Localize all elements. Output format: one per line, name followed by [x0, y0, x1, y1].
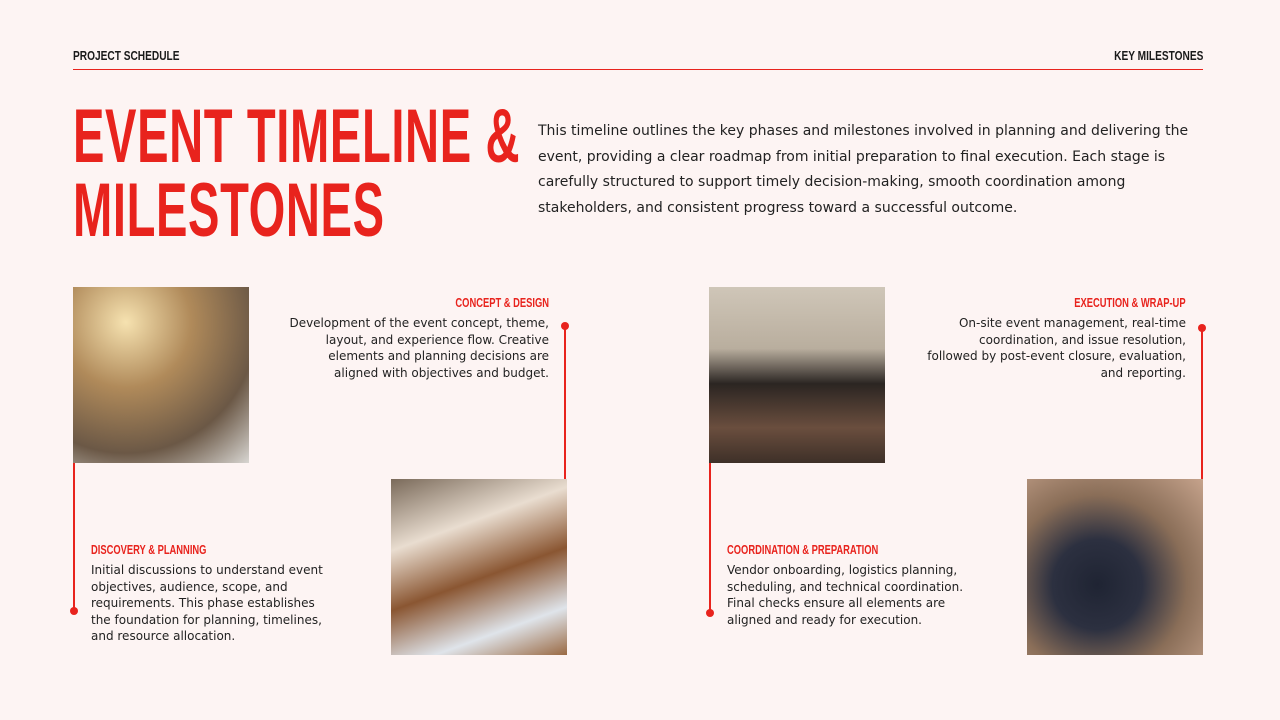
- timeline-line-discovery: [73, 463, 75, 611]
- timeline-dot-discovery: [70, 607, 78, 615]
- intro-paragraph: This timeline outlines the key phases and milestones involved in planning and delivering the event, providing a clear roadmap from initial preparation to final execution. Each stage is carefully structured to support timely decision-making, smooth coordination among stakeholders, and consistent progress toward a successful outcome.: [538, 123, 1189, 216]
- phase-body: Vendor onboarding, logistics planning, scheduling, and technical coordination. Final checks ensure all elements are aligned and ready for execution.: [727, 563, 964, 627]
- phase-concept: [289, 292, 549, 381]
- photo-discovery: [73, 287, 249, 463]
- timeline-line-concept: [564, 326, 566, 479]
- timeline-dot-execution: [1198, 324, 1206, 332]
- photo-coordination: [709, 287, 885, 463]
- timeline-line-execution: [1201, 328, 1203, 479]
- header-divider: [73, 69, 1203, 70]
- phase-body: Development of the event concept, theme, layout, and experience flow. Creative elements and planning decisions are aligned with objectives and budget.: [289, 316, 549, 380]
- phase-title: CONCEPT & DESIGN: [455, 295, 549, 310]
- phase-body: On-site event management, real-time coordination, and issue resolution, followed by post-event closure, evaluation, and reporting.: [927, 316, 1186, 380]
- header-left: PROJECT SCHEDULE: [73, 48, 180, 63]
- phase-body: Initial discussions to understand event objectives, audience, scope, and requirements. This phase establishes the foundation for planning, timelines, and resource allocation.: [91, 563, 323, 643]
- timeline-dot-coordination: [706, 609, 714, 617]
- header-right: KEY MILESTONES: [1113, 48, 1203, 63]
- photo-execution: [1027, 479, 1203, 655]
- timeline-dot-concept: [561, 322, 569, 330]
- photo-concept: [391, 479, 567, 655]
- timeline-line-coordination: [709, 463, 711, 613]
- phase-title: COORDINATION & PREPARATION: [727, 542, 879, 557]
- page-title: EVENT TIMELINE & MILESTONES: [73, 94, 521, 253]
- phase-coordination: [727, 539, 987, 628]
- phase-discovery: [91, 539, 336, 645]
- phase-execution: [926, 292, 1186, 381]
- phase-title: DISCOVERY & PLANNING: [91, 542, 207, 557]
- phase-title: EXECUTION & WRAP-UP: [1074, 295, 1186, 310]
